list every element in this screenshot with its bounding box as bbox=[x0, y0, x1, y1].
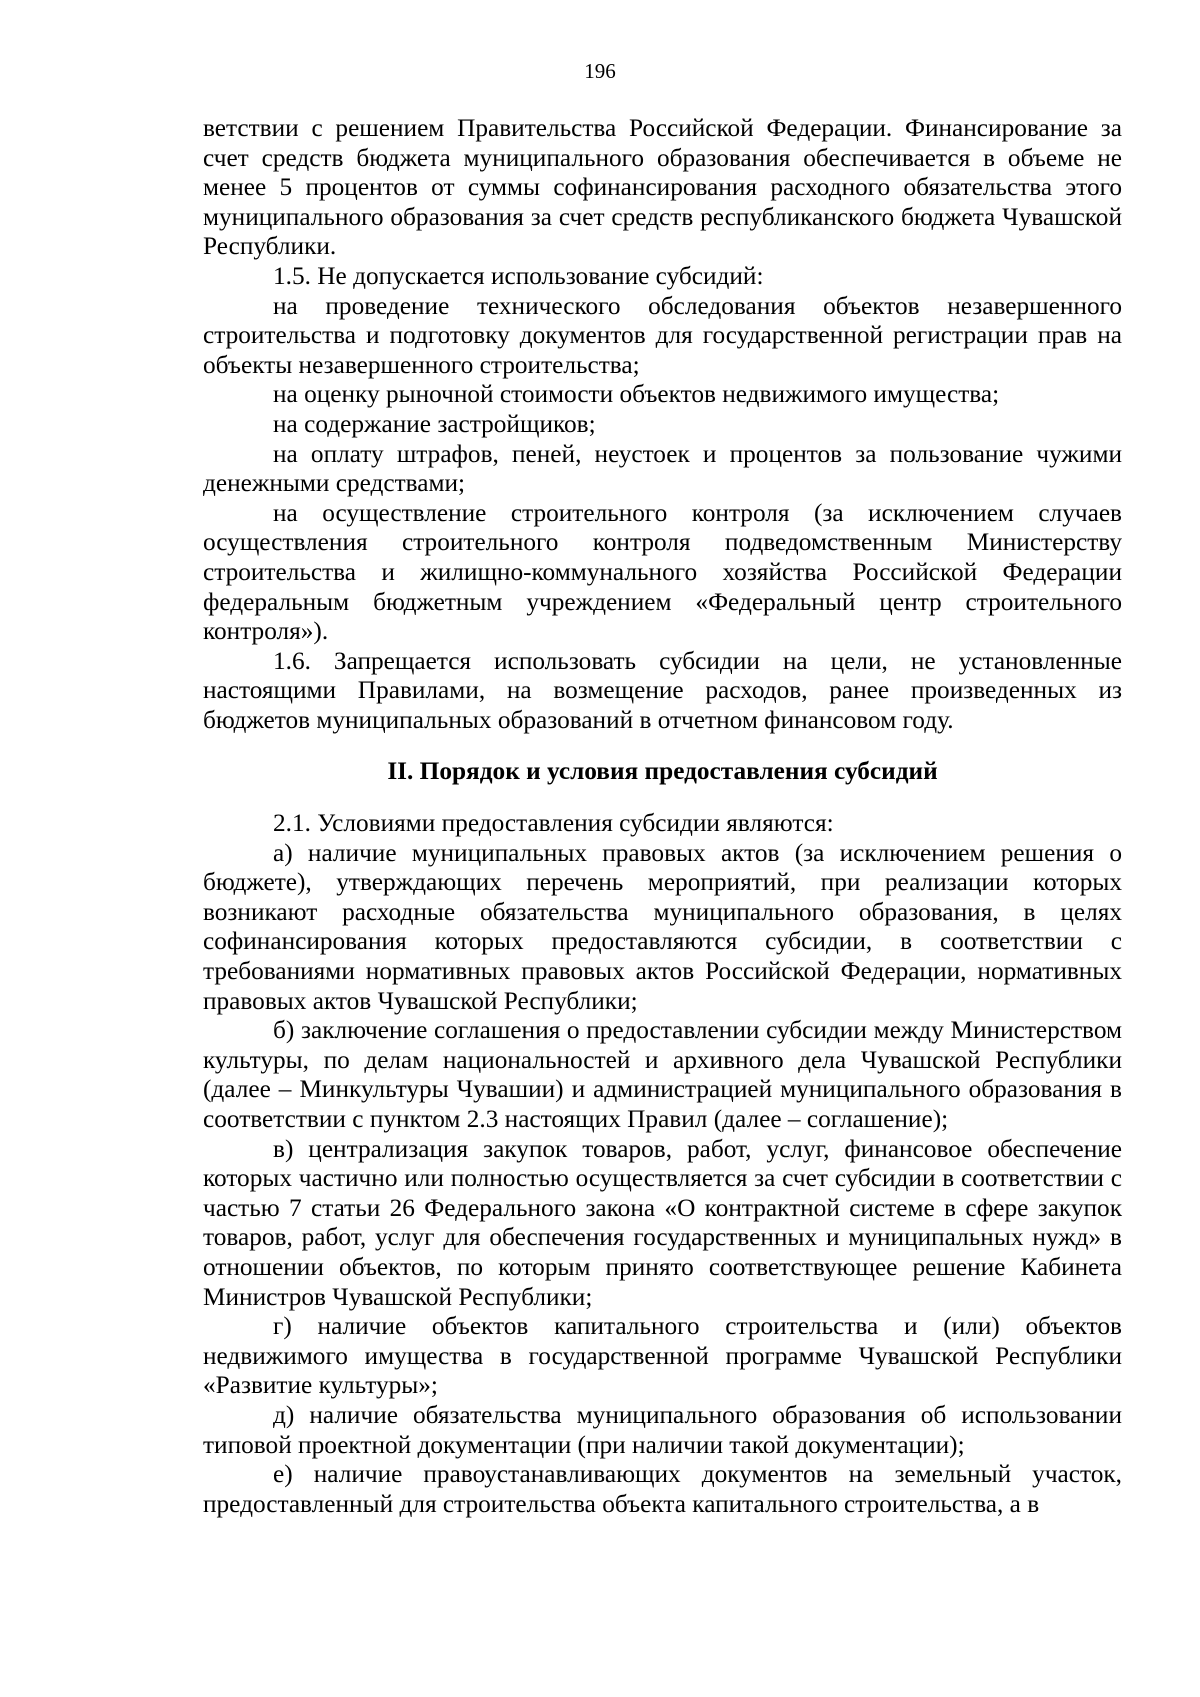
page-number: 196 bbox=[584, 59, 616, 83]
paragraph-item-penalties: на оплату штрафов, пеней, неустоек и процентов за пользование чужими денежными средствами; bbox=[203, 439, 1122, 498]
section-heading: II. Порядок и условия предоставления субсидий bbox=[387, 757, 938, 786]
paragraph-condition-a: а) наличие муниципальных правовых актов (за исключением решения о бюджете), утверждающих перечень мероприятий, при реализации которых возникают расходные обязательства муниципального образования, в целях софинансирования которых предоставляются субсидии, в соответствии с требованиями нормативных правовых актов Российской Федерации, нормативных правовых актов Чувашской Республики; bbox=[203, 838, 1122, 1015]
paragraph-condition-g: г) наличие объектов капитального строительства и (или) объектов недвижимого имущества в государственной программе Чувашской Республики «Развитие культуры»; bbox=[203, 1312, 1122, 1400]
paragraph-item-developers: на содержание застройщиков; bbox=[273, 409, 596, 438]
paragraph-condition-d: д) наличие обязательства муниципального образования об использовании типовой проектной документации (при наличии такой документации); bbox=[203, 1400, 1122, 1459]
paragraph-condition-e: е) наличие правоустанавливающих документов на земельный участок, предоставленный для строительства объекта капитального строительства, а в bbox=[203, 1460, 1122, 1518]
paragraph-2-1: 2.1. Условиями предоставления субсидии являются: bbox=[273, 809, 834, 838]
paragraph-condition-b: б) заключение соглашения о предоставлении субсидии между Министерством культуры, по делам национальностей и архивного дела Чувашской Республики (далее – Минкультуры Чувашии) и администрацией муниципального образования в соответствии с пунктом 2.3 настоящих Правил (далее – соглашение); bbox=[203, 1016, 1122, 1133]
paragraph-item-technical-inspection: на проведение технического обследования объектов незавершенного строительства и подготовку документов для государственной регистрации прав на объекты незавершенного строительства; bbox=[203, 291, 1122, 379]
paragraph-item-construction-control: на осуществление строительного контроля (за исключением случаев осуществления строительного контроля подведомственным Министерству строительства и жилищно-коммунального хозяйства Российской Федерации федеральным бюджетным учреждением «Федеральный центр строительного контроля»). bbox=[203, 498, 1122, 646]
paragraph-1-6: 1.6. Запрещается использовать субсидии на цели, не установленные настоящими Правилами, на возмещение расходов, ранее произведенных из бюджетов муниципальных образований в отчетном финансовом году. bbox=[203, 646, 1122, 734]
paragraph-1-5: 1.5. Не допускается использование субсидий: bbox=[273, 261, 764, 290]
paragraph-continuation: ветствии с решением Правительства Российской Федерации. Финансирование за счет средств бюджета муниципального образования обеспечивается в объеме не менее 5 процентов от суммы софинансирования расходного обязательства этого муниципального образования за счет средств республиканского бюджета Чувашской Республики. bbox=[203, 114, 1122, 261]
paragraph-item-market-valuation: на оценку рыночной стоимости объектов недвижимого имущества; bbox=[273, 380, 1000, 409]
document-body bbox=[203, 114, 1122, 1519]
paragraph-condition-v: в) централизация закупок товаров, работ, услуг, финансовое обеспечение которых частично или полностью осуществляется за счет субсидии в соответствии с частью 7 статьи 26 Федерального закона «О контрактной системе в сфере закупок товаров, работ, услуг для обеспечения государственных и муниципальных нужд» в отношении объектов, по которым принято соответствующее решение Кабинета Министров Чувашской Республики; bbox=[203, 1134, 1122, 1311]
